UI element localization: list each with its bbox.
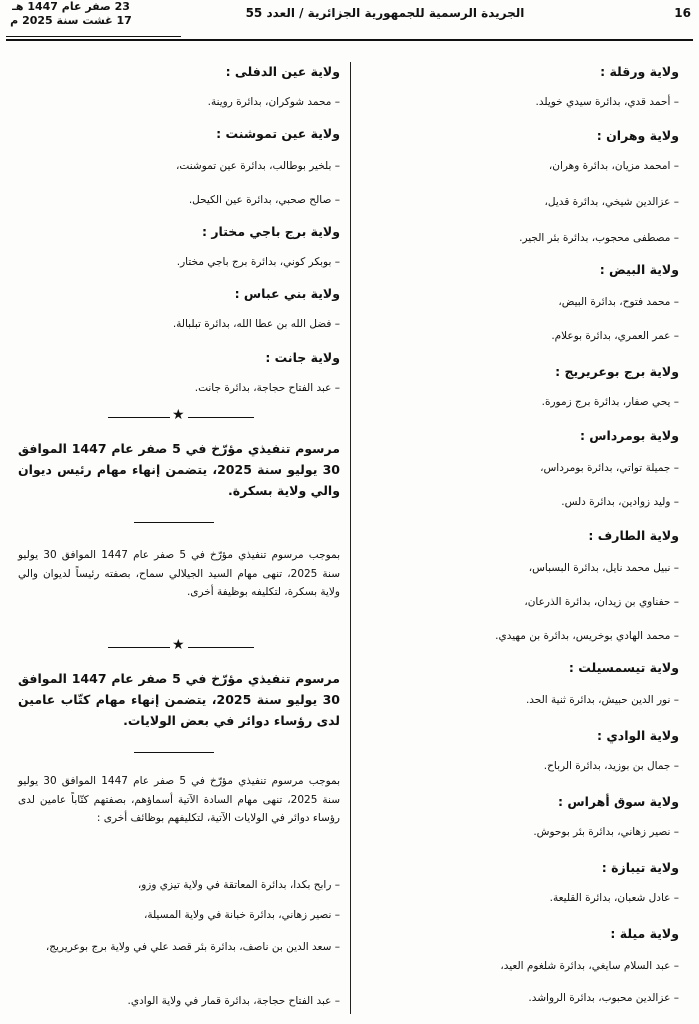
journal-title: الجريدة الرسمية للجمهورية الجزائرية / العدد 55 — [245, 6, 525, 20]
decree-body: بموجب مرسوم تنفيذي مؤرّخ في 5 صفر عام 1447 الموافق 30 يوليو سنة 2025، تنهى مهام السيد الجيلالي سماح، بصفته رئيساً لديوان والي ولاية بسكرة، لتكليفه بوظيفة أخرى. — [18, 549, 340, 598]
appointee-item: – حفناوي بن زيدان، بدائرة الذرعان، — [524, 596, 679, 608]
decree-list-item: – سعد الدين بن ناصف، بدائرة بئر قصد علي في ولاية برج بوعريريج، — [45, 941, 340, 953]
decree-list-item: – نصير زهاني، بدائرة خبانة في ولاية المسيلة، — [143, 909, 340, 921]
short-rule — [134, 522, 214, 523]
appointee-item: – بلخير بوطالب، بدائرة عين تموشنت، — [176, 160, 340, 172]
wilaya-heading: ولاية البيض : — [599, 262, 679, 277]
star-separator — [108, 637, 254, 654]
decree-body: بموجب مرسوم تنفيذي مؤرّخ في 5 صفر عام 1447 الموافق 30 يوليو سنة 2025، تنهى مهام السادة الآتية أسماؤهم، بصفتهم كتّاباً عامين لدى رؤساء دوائر في الولايات الآتية، لتكليفهم بوظائف أخرى : — [18, 775, 340, 824]
appointee-item: – جمال بن بوزيد، بدائرة الرباح. — [543, 760, 679, 772]
wilaya-heading: ولاية عين الدفلى : — [225, 64, 340, 79]
star-icon: ★ — [172, 407, 185, 423]
decree-title: مرسوم تنفيذي مؤرّخ في 5 صفر عام 1447 الموافق 30 يوليو سنة 2025، يتضمن إنهاء مهام رئيس ديوان والي ولاية بسكرة. — [18, 441, 340, 498]
column-separator — [350, 62, 351, 1014]
wilaya-heading: ولاية بني عباس : — [234, 286, 340, 301]
appointee-item: – امحمد مزيان، بدائرة وهران، — [548, 160, 679, 172]
wilaya-heading: ولاية وهران : — [596, 128, 679, 143]
wilaya-heading: ولاية الوادي : — [596, 728, 679, 743]
star-separator — [108, 407, 254, 424]
wilaya-heading: ولاية برج باجي مختار : — [201, 224, 340, 239]
wilaya-heading: ولاية تيسمسيلت : — [568, 660, 679, 675]
wilaya-heading: ولاية ميلة : — [610, 926, 679, 941]
page-header — [0, 0, 699, 40]
appointee-item: – عزالدين شيخي، بدائرة قديل، — [544, 196, 679, 208]
page-number: 16 — [674, 6, 691, 20]
hijri-date: 23 صفر عام 1447 هـ — [12, 0, 130, 13]
appointee-item: – عمر العمري، بدائرة بوعلام. — [551, 330, 679, 342]
star-icon: ★ — [172, 637, 185, 653]
gregorian-date: 17 غشت سنة 2025 م — [10, 14, 132, 27]
appointee-item: – أحمد قدي، بدائرة سيدي خويلد. — [535, 96, 679, 108]
appointee-item: – وليد زوادين، بدائرة دلس. — [561, 496, 679, 508]
appointee-item: – نبيل محمد نايل، بدائرة البسباس، — [528, 562, 679, 574]
appointee-item: – صالح صحبي، بدائرة عين الكيحل. — [188, 194, 340, 206]
appointee-item: – جميلة تواتي، بدائرة بومرداس، — [540, 462, 679, 474]
wilaya-heading: ولاية بومرداس : — [579, 428, 679, 443]
decree-list-item: – رابح بكدا، بدائرة المعاتقة في ولاية تيزي وزو، — [137, 879, 340, 891]
appointee-item: – يحي صفار، بدائرة برج زمورة. — [541, 396, 679, 408]
wilaya-heading: ولاية برج بوعريريج : — [555, 364, 679, 379]
appointee-item: – مصطفى محجوب، بدائرة بئر الجير. — [519, 232, 679, 244]
short-rule — [134, 752, 214, 753]
appointee-item: – عادل شعبان، بدائرة القليعة. — [549, 892, 679, 904]
wilaya-heading: ولاية سوق أهراس : — [558, 794, 679, 809]
issue-date — [6, 0, 136, 28]
appointee-item: – فضل الله بن عطا الله، بدائرة تبلبالة. — [172, 318, 340, 330]
appointee-item: – محمد الهادي بوخريس، بدائرة بن مهيدي. — [495, 630, 679, 642]
decree-list-item: – عبد الفتاح حجاجة، بدائرة قمار في ولاية الوادي. — [127, 995, 340, 1007]
header-rule — [6, 39, 693, 41]
appointee-item: – نصير زهاني، بدائرة بئر بوحوش. — [533, 826, 679, 838]
appointee-item: – نور الدين حبيش، بدائرة ثنية الحد. — [525, 694, 679, 706]
wilaya-heading: ولاية جانت : — [265, 350, 340, 365]
wilaya-heading: ولاية تيبازة : — [601, 860, 679, 875]
wilaya-heading: ولاية ورقلة : — [600, 64, 679, 79]
appointee-item: – عبد الفتاح حجاجة، بدائرة جانت. — [194, 382, 340, 394]
wilaya-heading: ولاية عين تموشنت : — [216, 126, 340, 141]
appointee-item: – محمد فتوح، بدائرة البيض، — [558, 296, 679, 308]
appointee-item: – عبد السلام سايغي، بدائرة شلغوم العيد، — [500, 960, 679, 972]
appointee-item: – محمد شوكران، بدائرة روينة. — [207, 96, 340, 108]
decree-title: مرسوم تنفيذي مؤرّخ في 5 صفر عام 1447 الموافق 30 يوليو سنة 2025، يتضمن إنهاء مهام كتّاب عامين لدى رؤساء دوائر في بعض الولايات. — [18, 671, 341, 728]
appointee-item: – بوبكر كوني، بدائرة برج باجي مختار. — [176, 256, 340, 268]
wilaya-heading: ولاية الطارف : — [588, 528, 679, 543]
date-underline — [6, 36, 181, 37]
appointee-item: – عزالدين محبوب، بدائرة الرواشد. — [528, 992, 679, 1004]
